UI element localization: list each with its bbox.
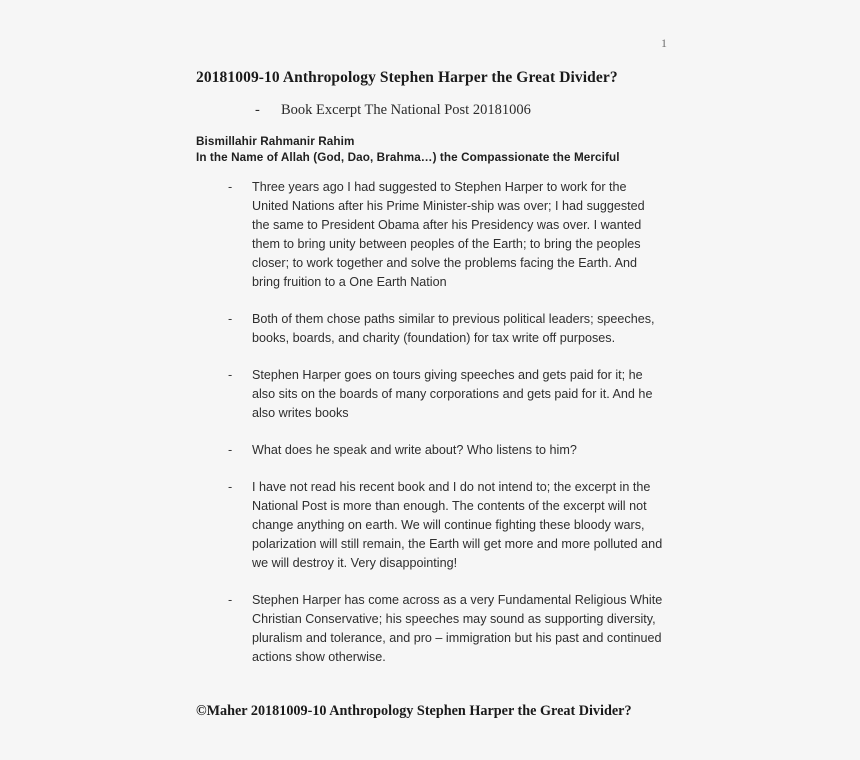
- bullet-dash-icon: -: [228, 593, 233, 607]
- list-item: [228, 591, 668, 667]
- list-item: [228, 441, 668, 460]
- list-item: [228, 178, 668, 292]
- body-paragraph-list: [228, 178, 668, 667]
- document-header-block: [196, 68, 666, 165]
- paragraph-text: What does he speak and write about? Who listens to him?: [252, 443, 577, 457]
- paragraph-text: Three years ago I had suggested to Stephen Harper to work for the United Nations after his Prime Minister-ship was over; I had suggested the same to President Obama after his Presidency was over. I wanted them to bring unity between peoples of the Earth; to bring the peoples closer; to work together and solve the problems facing the Earth. And bring fruition to a One Earth Nation: [252, 180, 645, 289]
- paragraph-text: Both of them chose paths similar to previous political leaders; speeches, books, boards, and charity (foundation) for tax write off purposes.: [252, 312, 655, 345]
- subtitle-text: Book Excerpt The National Post 20181006: [281, 102, 531, 118]
- list-item: [228, 310, 668, 348]
- invocation-line-arabic: Bismillahir Rahmanir Rahim: [196, 135, 355, 148]
- list-item: [228, 478, 668, 573]
- bullet-dash-icon: -: [228, 180, 233, 194]
- footer-copyright: ©Maher 20181009-10 Anthropology Stephen Harper the Great Divider?: [196, 703, 632, 719]
- invocation-block: [196, 134, 666, 165]
- bullet-dash-icon: -: [228, 480, 233, 494]
- list-item: [228, 366, 668, 423]
- paragraph-text: I have not read his recent book and I do not intend to; the excerpt in the National Post is more than enough. The contents of the excerpt will not change anything on earth. We will continue fighting these bloody wars, polarization will still remain, the Earth will get more and more polluted and we will destroy it. Very disappointing!: [252, 480, 663, 570]
- paragraph-text: Stephen Harper goes on tours giving speeches and gets paid for it; he also sits on the boards of many corporations and gets paid for it. And he also writes books: [252, 368, 653, 420]
- invocation-line-translation: In the Name of Allah (God, Dao, Brahma…) the Compassionate the Merciful: [196, 150, 620, 164]
- bullet-dash-icon: -: [228, 443, 233, 457]
- subtitle: [196, 100, 666, 120]
- page-title: 20181009-10 Anthropology Stephen Harper the Great Divider?: [196, 69, 618, 86]
- bullet-dash-icon: -: [228, 368, 233, 382]
- bullet-dash-icon: -: [228, 312, 233, 326]
- page-number: 1: [661, 36, 667, 50]
- paragraph-text: Stephen Harper has come across as a very Fundamental Religious White Christian Conservative; his speeches may sound as supporting diversity, pluralism and tolerance, and pro – immigration but his past and continued actions show otherwise.: [252, 593, 663, 664]
- subtitle-dash: -: [255, 102, 260, 118]
